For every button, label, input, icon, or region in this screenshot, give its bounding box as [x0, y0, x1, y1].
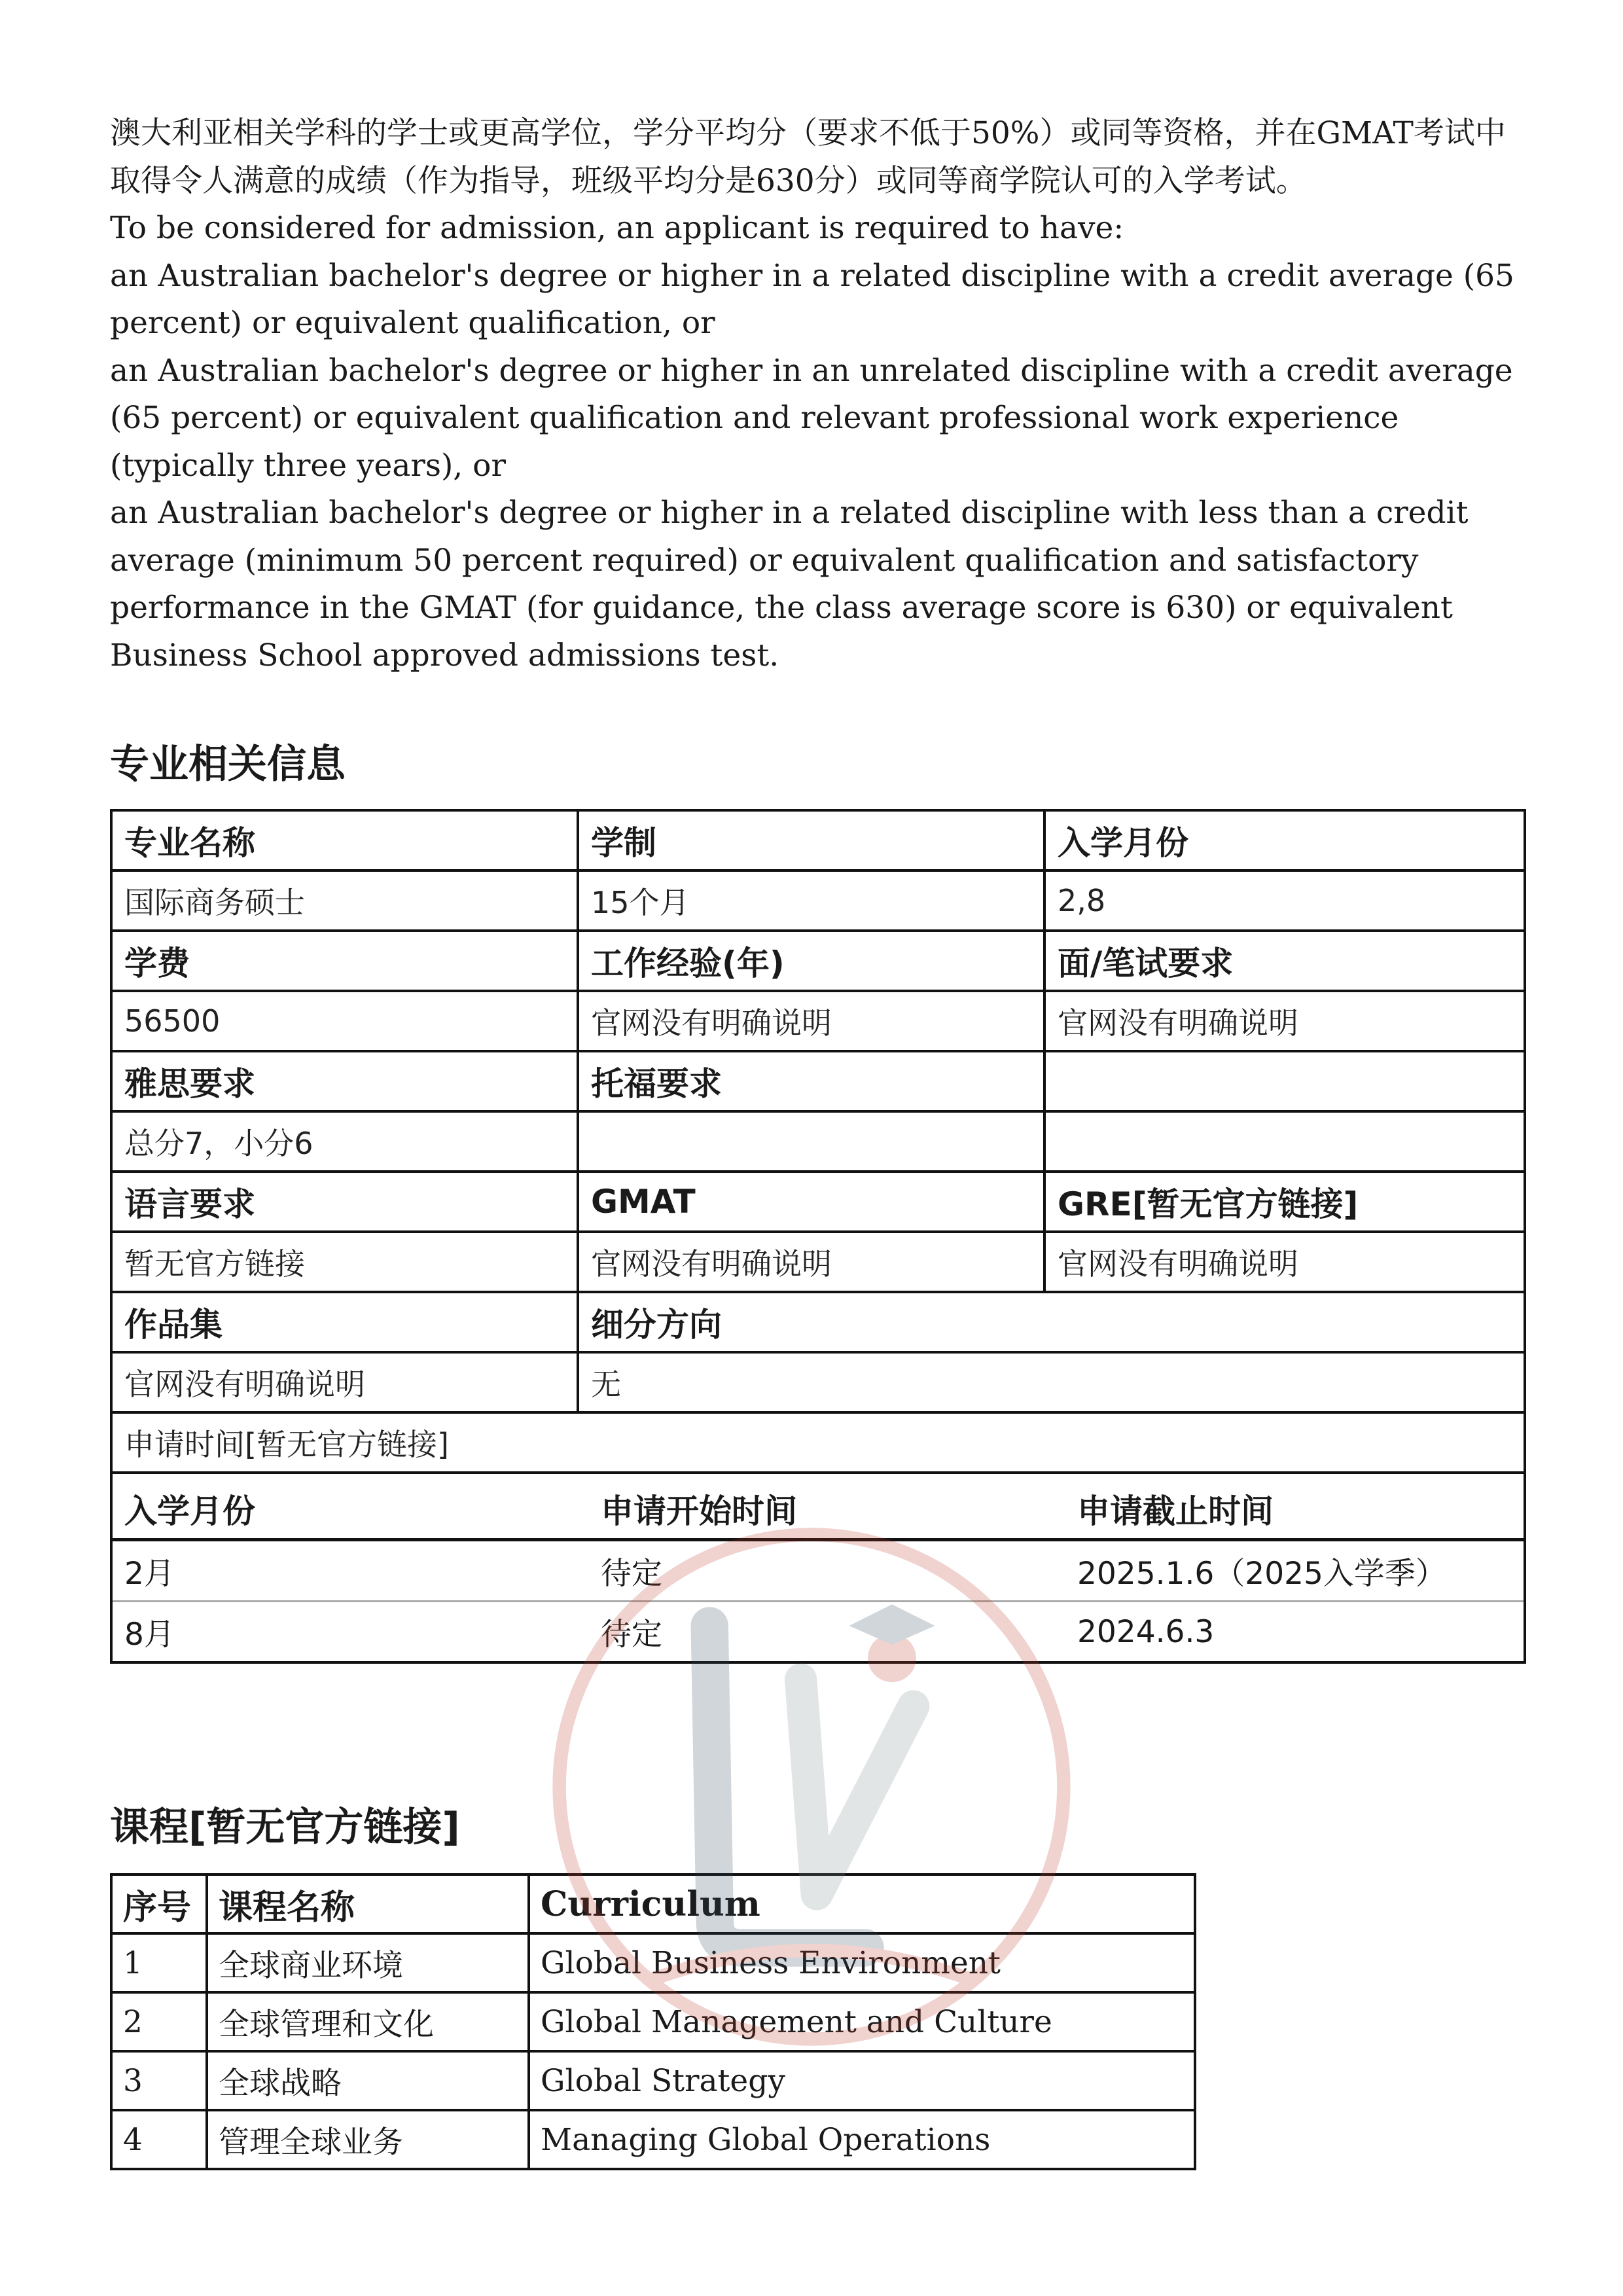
table-row [111, 1412, 1525, 1473]
intro-paragraph-option-3: an Australian bachelor's degree or higher in a related discipline with less than a credit average (minimum 50 percent required) or equivalent qualification and satisfactory performance in the GMAT (for guidance, the class average score is 630) or equivalent Business School approved admissions test. [110, 495, 1469, 673]
deadlines-table [113, 1479, 1524, 1661]
language-label: 语言要求 [111, 1172, 578, 1232]
specialization-value: 无 [578, 1352, 1525, 1412]
gre-label: GRE[暂无官方链接] [1044, 1172, 1525, 1232]
deadline-close: 2024.6.3 [1077, 1613, 1215, 1650]
table-row [111, 1111, 1525, 1172]
course-index: 4 [111, 2110, 207, 2169]
deadline-close: 2025.1.6（2025入学季） [1065, 1540, 1524, 1602]
courses-header-index: 序号 [111, 1874, 207, 1933]
course-name-en: Managing Global Operations [529, 2110, 1195, 2169]
toefl-label: 托福要求 [578, 1051, 1044, 1111]
intro-paragraph-lead: To be considered for admission, an applicant is required to have: [110, 210, 1124, 246]
major-name-label: 专业名称 [111, 810, 578, 870]
watermark-letter-v [801, 1679, 914, 1894]
table-row [111, 991, 1525, 1051]
tuition-label: 学费 [111, 931, 578, 991]
ielts-label: 雅思要求 [111, 1051, 578, 1111]
table-row [111, 1933, 1195, 1992]
course-index: 2 [111, 1992, 207, 2051]
table-row [111, 1292, 1525, 1352]
courses-header-curriculum: Curriculum [529, 1874, 1195, 1933]
deadlines-cell [111, 1473, 1525, 1662]
duration-value: 15个月 [578, 870, 1044, 931]
course-name-zh: 管理全球业务 [207, 2110, 529, 2169]
interview-label: 面/笔试要求 [1044, 931, 1525, 991]
work-exp-value: 官网没有明确说明 [578, 991, 1044, 1051]
table-row [113, 1602, 1524, 1662]
table-row [111, 1992, 1195, 2051]
program-info-table [110, 809, 1526, 1664]
course-index: 3 [111, 2051, 207, 2110]
application-time-label: 申请时间[暂无官方链接] [111, 1412, 1525, 1473]
course-name-zh: 全球商业环境 [207, 1933, 529, 1992]
table-row [113, 1540, 1524, 1602]
tuition-value: 56500 [111, 991, 578, 1051]
deadline-open: 待定 [601, 1616, 662, 1653]
table-row [111, 870, 1525, 931]
courses-header-name: 课程名称 [207, 1874, 529, 1933]
intake-label: 入学月份 [1044, 810, 1525, 870]
intro-paragraph-option-2: an Australian bachelor's degree or higher in an unrelated discipline with a credit average (65 percent) or equivalent qualification and relevant professional work experience (typically three years), or [110, 352, 1513, 484]
intro-paragraph-zh: 澳大利亚相关学科的学士或更高学位，学分平均分（要求不低于50%）或同等资格，并在GMAT考试中取得令人满意的成绩（作为指导，班级平均分是630分）或同等商学院认可的入学考试。 [110, 115, 1506, 199]
table-row [111, 1473, 1525, 1662]
duration-label: 学制 [578, 810, 1044, 870]
specialization-label: 细分方向 [578, 1292, 1525, 1352]
language-value: 暂无官方链接 [111, 1232, 578, 1292]
program-info-heading: 专业相关信息 [110, 742, 346, 787]
intro-paragraph-option-1: an Australian bachelor's degree or higher in a related discipline with a credit average (65 percent) or equivalent qualification, or [110, 257, 1514, 341]
table-row [111, 2110, 1195, 2169]
interview-value: 官网没有明确说明 [1044, 991, 1525, 1051]
intro-text [110, 110, 1524, 679]
intake-value: 2,8 [1044, 870, 1525, 931]
gmat-label: GMAT [578, 1172, 1044, 1232]
deadline-intake: 2月 [113, 1540, 589, 1602]
deadlines-header-intake: 入学月份 [113, 1479, 589, 1540]
table-row [111, 2051, 1195, 2110]
course-name-zh: 全球管理和文化 [207, 1992, 529, 2051]
ielts-value: 总分7，小分6 [111, 1111, 578, 1172]
table-row [111, 931, 1525, 991]
deadlines-header-open: 申请开始时间 [589, 1479, 1065, 1540]
courses-header-row [111, 1874, 1195, 1933]
deadlines-header-close: 申请截止时间 [1065, 1479, 1524, 1540]
table-row [111, 1352, 1525, 1412]
gre-value: 官网没有明确说明 [1044, 1232, 1525, 1292]
course-index: 1 [111, 1933, 207, 1992]
toefl-value [578, 1111, 1044, 1172]
empty-cell [1044, 1111, 1525, 1172]
gmat-value: 官网没有明确说明 [578, 1232, 1044, 1292]
deadlines-header-row [113, 1479, 1524, 1540]
table-row [111, 1051, 1525, 1111]
course-name-en: Global Strategy [529, 2051, 1195, 2110]
course-name-en: Global Business Environment [529, 1933, 1195, 1992]
portfolio-value: 官网没有明确说明 [111, 1352, 578, 1412]
table-row [111, 1232, 1525, 1292]
table-row [111, 810, 1525, 870]
work-exp-label: 工作经验(年) [578, 931, 1044, 991]
courses-heading: 课程[暂无官方链接] [110, 1804, 460, 1850]
portfolio-label: 作品集 [111, 1292, 578, 1352]
deadline-intake: 8月 [124, 1616, 175, 1653]
major-name-value: 国际商务硕士 [111, 870, 578, 931]
course-name-en: Global Management and Culture [529, 1992, 1195, 2051]
deadline-open: 待定 [589, 1540, 1065, 1602]
empty-cell [1044, 1051, 1525, 1111]
course-name-zh: 全球战略 [207, 2051, 529, 2110]
courses-table [110, 1873, 1196, 2170]
table-row [111, 1172, 1525, 1232]
